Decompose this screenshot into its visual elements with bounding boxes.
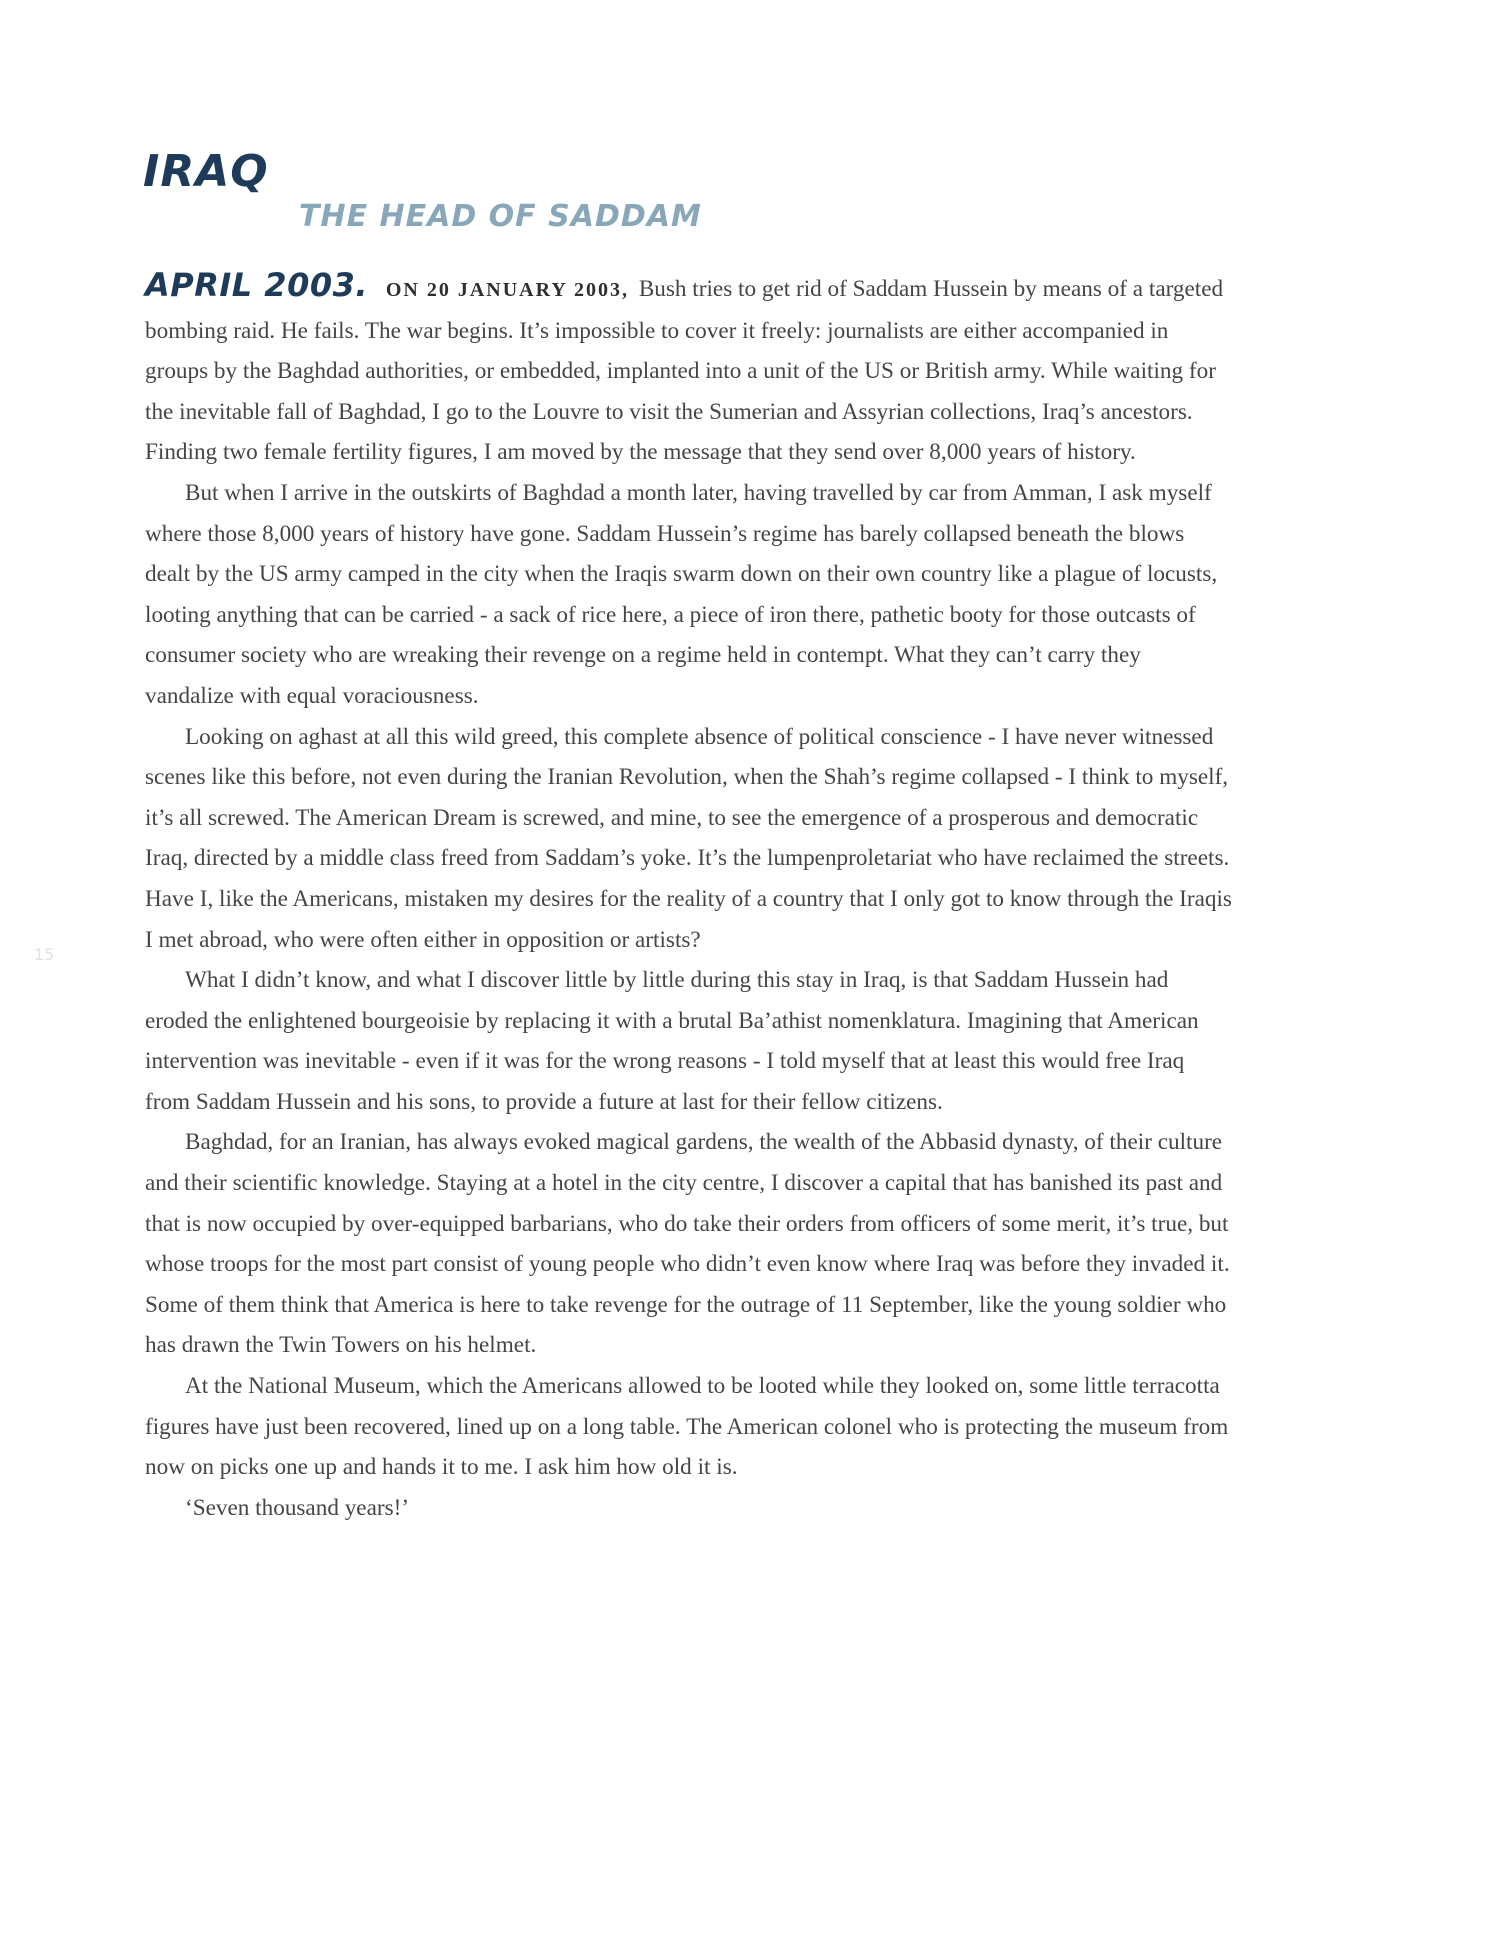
page-subtitle: THE HEAD OF SADDAM [299,199,702,234]
article-paragraph: At the National Museum, which the Americans allowed to be looted while they looked on, some little terracotta figures have just been recovered, lined up on a long table. The American colonel who is protecting the museum from now on picks one up and hands it to me. I ask him how old it is. [145,1373,1229,1481]
article-paragraph: ‘Seven thousand years!’ [185,1494,410,1521]
article-paragraph: Baghdad, for an Iranian, has always evoked magical gardens, the wealth of the Abbasid dynasty, of their culture and their scientific knowledge. Staying at a hotel in the city centre, I discover a capital that has banished its past and that is now occupied by over-equipped barbarians, who do take their orders from officers of some merit, it’s true, but whose troops for the most part consist of young people who didn’t even know where Iraq was before they invaded it. Some of them think that America is here to take revenge for the outrage of 11 September, like the young soldier who has drawn the Twin Towers on his helmet. [145,1129,1230,1359]
paragraph-text: Bush tries to get rid of Saddam Hussein by means of a targeted bombing raid. He fails. The war begins. It’s impossible to cover it freely: journalists are either accompanied in groups by the Baghdad authorities, or embedded, implanted into a unit of the US or British army. While waiting for the inevitable fall of Baghdad, I go to the Louvre to visit the Sumerian and Assyrian collections, Iraq’s ancestors. Finding two female fertility figures, I am moved by the message that they send over 8,000 years of history. [145,276,1224,466]
article-body [145,265,1235,1528]
lead-in: ON 20 JANUARY 2003, [385,279,630,301]
page-title: IRAQ [143,146,269,197]
article-paragraph [145,265,1235,473]
dateline: APRIL 2003. [145,266,369,304]
article-paragraph: Looking on aghast at all this wild greed, this complete absence of political conscience - I have never witnessed scenes like this before, not even during the Iranian Revolution, when the Shah’s regime collapsed - I think to myself, it’s all screwed. The American Dream is screwed, and mine, to see the emergence of a prosperous and democratic Iraq, directed by a middle class freed from Saddam’s yoke. It’s the lumpenproletariat who have reclaimed the streets. Have I, like the Americans, mistaken my desires for the reality of a country that I only got to know through the Iraqis I met abroad, who were often either in opposition or artists? [145,723,1232,953]
article-paragraph: But when I arrive in the outskirts of Baghdad a month later, having travelled by car from Amman, I ask myself where those 8,000 years of history have gone. Saddam Hussein’s regime has barely collapsed beneath the blows dealt by the US army camped in the city when the Iraqis swarm down on their own country like a plague of locusts, looting anything that can be carried - a sack of rice here, a piece of iron there, pathetic booty for those outcasts of consumer society who are wreaking their revenge on a regime held in contempt. What they can’t carry they vandalize with equal voraciousness. [145,479,1218,709]
article-paragraph: What I didn’t know, and what I discover little by little during this stay in Iraq, is that Saddam Hussein had eroded the enlightened bourgeoisie by replacing it with a brutal Ba’athist nomenklatura. Imagining that American intervention was inevitable - even if it was for the wrong reasons - I told myself that at least this would free Iraq from Saddam Hussein and his sons, to provide a future at last for their fellow citizens. [145,967,1199,1115]
margin-page-mark: 15 [34,945,55,964]
